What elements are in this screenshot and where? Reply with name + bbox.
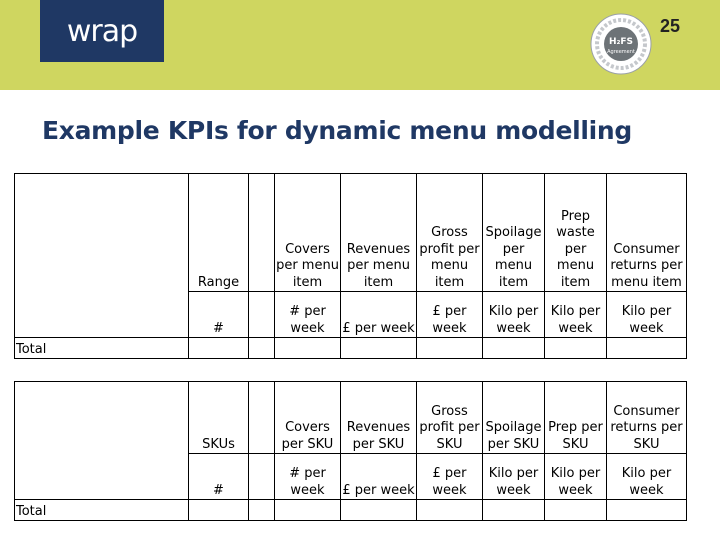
blank-cell xyxy=(275,338,341,359)
skus-label: SKUs xyxy=(189,382,249,454)
unit-prep-waste: Kilo per week xyxy=(545,292,607,338)
blank-cell xyxy=(249,292,275,338)
header-covers: Covers per SKU xyxy=(275,382,341,454)
total-row xyxy=(15,338,687,359)
total-row xyxy=(15,500,687,521)
unit-covers: # per week xyxy=(275,454,341,500)
header-covers: Covers per menu item xyxy=(275,174,341,292)
header-revenues: Revenues per menu item xyxy=(341,174,417,292)
header-spoilage: Spoilage per SKU xyxy=(483,382,545,454)
header-prep: Prep per SKU xyxy=(545,382,607,454)
unit-prep: Kilo per week xyxy=(545,454,607,500)
header-consumer-returns: Consumer returns per SKU xyxy=(607,382,687,454)
blank-cell xyxy=(341,338,417,359)
unit-gross-profit: £ per week xyxy=(417,454,483,500)
unit-label: # xyxy=(189,292,249,338)
header-prep-waste: Prep waste per menu item xyxy=(545,174,607,292)
unit-consumer-returns: Kilo per week xyxy=(607,292,687,338)
header-spoilage: Spoilage per menu item xyxy=(483,174,545,292)
header-row xyxy=(15,174,687,292)
blank-cell xyxy=(607,338,687,359)
unit-gross-profit: £ per week xyxy=(417,292,483,338)
blank-cell xyxy=(607,500,687,521)
header-consumer-returns: Consumer returns per menu item xyxy=(607,174,687,292)
range-label: Range xyxy=(189,174,249,292)
blank-cell xyxy=(189,500,249,521)
blank-cell xyxy=(189,338,249,359)
blank-cell xyxy=(483,500,545,521)
header-revenues: Revenues per SKU xyxy=(341,382,417,454)
h2fs-agreement-badge-icon xyxy=(590,13,652,75)
header-row xyxy=(15,382,687,454)
blank-cell xyxy=(15,382,189,500)
header-gross-profit: Gross profit per SKU xyxy=(417,382,483,454)
header-gross-profit: Gross profit per menu item xyxy=(417,174,483,292)
unit-covers: # per week xyxy=(275,292,341,338)
blank-cell xyxy=(249,454,275,500)
blank-cell xyxy=(417,338,483,359)
unit-revenues: £ per week xyxy=(341,292,417,338)
blank-cell xyxy=(545,500,607,521)
total-label: Total xyxy=(15,338,189,359)
unit-consumer-returns: Kilo per week xyxy=(607,454,687,500)
blank-cell xyxy=(545,338,607,359)
sku-kpi-table xyxy=(14,381,687,521)
unit-revenues: £ per week xyxy=(341,454,417,500)
wrap-logo xyxy=(40,0,164,62)
badge-name: H₂FS xyxy=(608,37,634,47)
menu-item-kpi-table xyxy=(14,173,687,359)
badge-subtitle: Agreement xyxy=(607,49,635,55)
blank-cell xyxy=(249,500,275,521)
page-title: Example KPIs for dynamic menu modelling xyxy=(42,116,632,145)
unit-label: # xyxy=(189,454,249,500)
blank-cell xyxy=(341,500,417,521)
total-label: Total xyxy=(15,500,189,521)
blank-cell xyxy=(15,174,189,338)
page-number: 25 xyxy=(660,16,681,36)
blank-cell xyxy=(275,500,341,521)
unit-spoilage: Kilo per week xyxy=(483,292,545,338)
blank-cell xyxy=(249,174,275,292)
blank-cell xyxy=(417,500,483,521)
blank-cell xyxy=(249,382,275,454)
unit-spoilage: Kilo per week xyxy=(483,454,545,500)
blank-cell xyxy=(249,338,275,359)
blank-cell xyxy=(483,338,545,359)
logo-text: wrap xyxy=(66,13,138,49)
